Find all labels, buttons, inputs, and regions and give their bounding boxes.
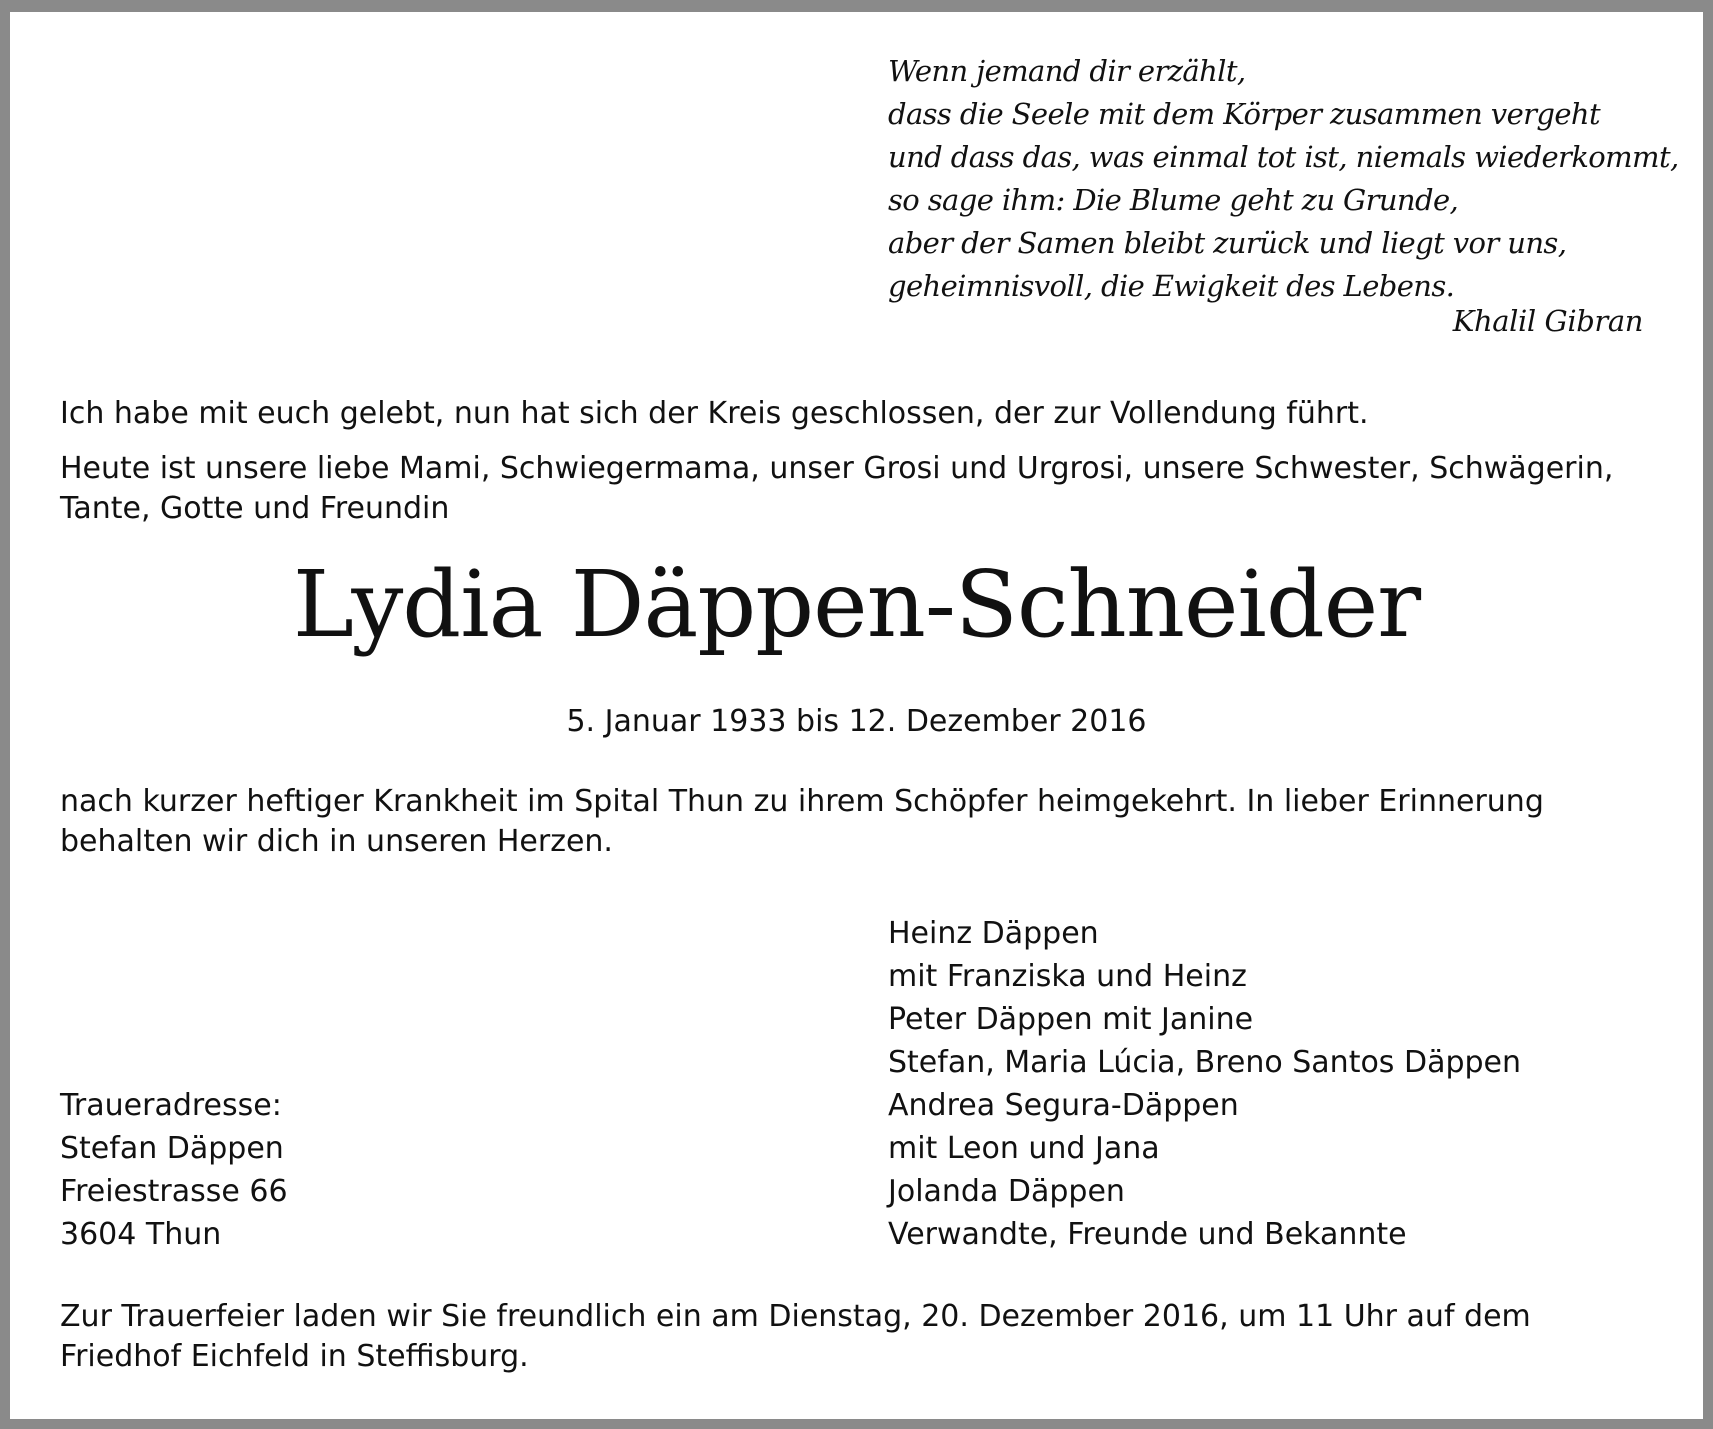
mourner-line: Verwandte, Freunde und Bekannte xyxy=(888,1217,1407,1252)
mourners-list xyxy=(888,912,1521,1256)
poem-line: dass die Seele mit dem Körper zusammen vergeht xyxy=(888,97,1601,131)
obituary-page xyxy=(10,12,1703,1419)
mourner-line: Andrea Segura-Däppen xyxy=(888,1088,1239,1123)
address-label: Traueradresse: xyxy=(60,1088,282,1123)
life-dates: 5. Januar 1933 bis 12. Dezember 2016 xyxy=(566,704,1147,739)
intro-line-1: Ich habe mit euch gelebt, nun hat sich der Kreis geschlossen, der zur Vollendung führt. xyxy=(60,396,1369,431)
poem-line: und dass das, was einmal tot ist, niemals wiederkommt, xyxy=(888,140,1679,174)
mourner-line: mit Franziska und Heinz xyxy=(888,959,1247,994)
mourner-line: Stefan, Maria Lúcia, Breno Santos Däppen xyxy=(888,1045,1522,1080)
mourning-address xyxy=(60,1084,288,1256)
mourner-line: mit Leon und Jana xyxy=(888,1131,1160,1166)
body-text: nach kurzer heftiger Krankheit im Spital Thun zu ihrem Schöpfer heimgekehrt. In lieber Erinnerung behalten wir dich in unseren Herzen. xyxy=(60,784,1544,859)
mourner-line: Peter Däppen mit Janine xyxy=(888,1002,1254,1037)
deceased-name: Lydia Däppen-Schneider xyxy=(292,551,1421,658)
address-name: Stefan Däppen xyxy=(60,1131,284,1166)
funeral-notice: Zur Trauerfeier laden wir Sie freundlich ein am Dienstag, 20. Dezember 2016, um 11 Uhr auf dem Friedhof Eichfeld in Steffisburg. xyxy=(60,1299,1531,1374)
poem-line: aber der Samen bleibt zurück und liegt vor uns, xyxy=(888,226,1567,260)
poem xyxy=(888,50,1679,308)
mourner-line: Jolanda Däppen xyxy=(888,1174,1125,1209)
address-street: Freiestrasse 66 xyxy=(60,1174,288,1209)
poem-line: geheimnisvoll, die Ewigkeit des Lebens. xyxy=(888,269,1455,303)
poem-line: so sage ihm: Die Blume geht zu Grunde, xyxy=(888,183,1459,217)
address-city: 3604 Thun xyxy=(60,1217,222,1252)
poem-author: Khalil Gibran xyxy=(1452,304,1643,338)
poem-line: Wenn jemand dir erzählt, xyxy=(888,54,1246,88)
mourner-line: Heinz Däppen xyxy=(888,916,1099,951)
intro-line-2: Heute ist unsere liebe Mami, Schwiegermama, unser Grosi und Urgrosi, unsere Schwester, Schwägerin, Tante, Gotte und Freundin xyxy=(60,451,1614,526)
